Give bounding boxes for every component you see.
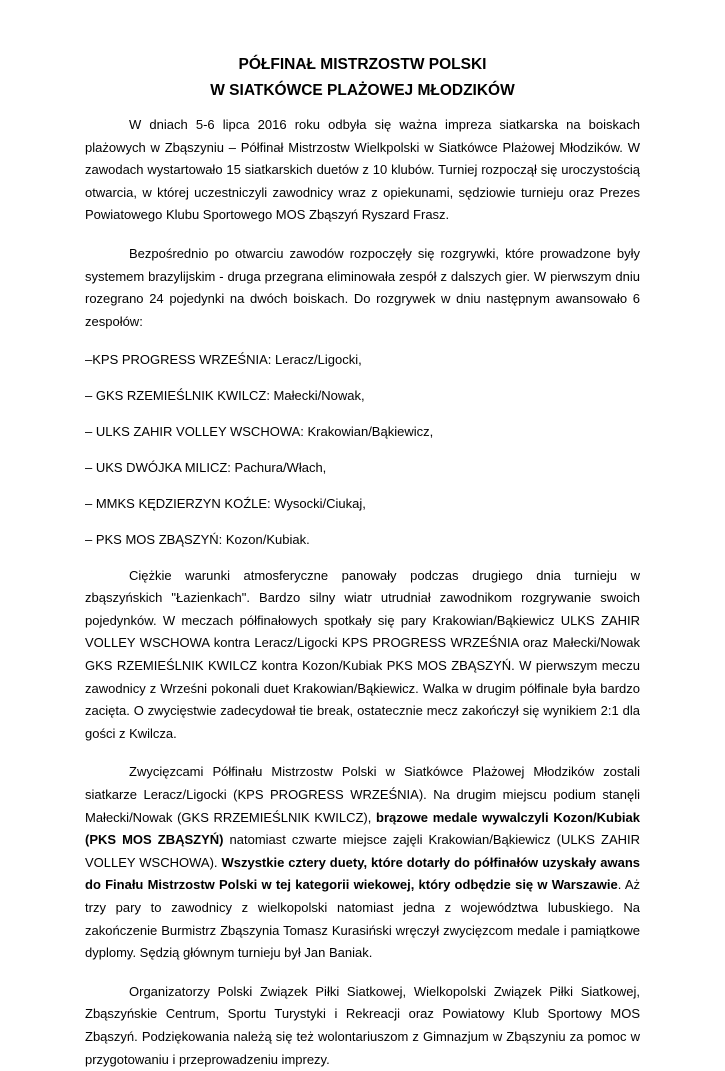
- title-line-2: W SIATKÓWCE PLAŻOWEJ MŁODZIKÓW: [210, 82, 515, 99]
- document-title: [85, 52, 640, 104]
- list-item: – MMKS KĘDZIERZYN KOŹLE: Wysocki/Ciukaj,: [85, 495, 366, 511]
- list-item: – PKS MOS ZBĄSZYŃ: Kozon/Kubiak.: [85, 531, 310, 547]
- title-line-1: PÓŁFINAŁ MISTRZOSTW POLSKI: [238, 56, 487, 73]
- results-text-1: Zwycięzcami Półfinału Mistrzostw Polski w Siatkówce Plażowej Młodzików zostali siatkarze Leracz/Ligocki (KPS PROGRESS WRZEŚNIA). Na drugim miejscu podium stanęli Małecki/Nowak (GKS RRZEMIEŚLNIK KWILCZ),: [85, 764, 640, 825]
- list-item: –KPS PROGRESS WRZEŚNIA: Leracz/Ligocki,: [85, 352, 362, 368]
- team-list: [85, 349, 640, 551]
- results-bronze-bold: brązowe medale wywalczyli Kozon/Kubiak (PKS MOS ZBĄSZYŃ): [85, 809, 640, 848]
- paragraph-intro: W dniach 5-6 lipca 2016 roku odbyła się ważna impreza siatkarska na boiskach plażowych w Zbąszyniu – Półfinał Mistrzostw Wielkpolski w Siatkówce Plażowej Młodzików. W zawodach wystartowało 15 siatkarskich duetów z 10 klubów. Turniej rozpoczął się uroczystością otwarcia, w której uczestniczyli zawodnicy wraz z opiekunami, sędziowie turnieju oraz Prezes Powiatowego Klubu Sportowego MOS Zbąszyń Ryszard Frasz.: [85, 117, 640, 223]
- list-item: – ULKS ZAHIR VOLLEY WSCHOWA: Krakowian/Bąkiewicz,: [85, 424, 434, 440]
- results-final-bold: Wszystkie cztery duety, które dotarły do półfinałów uzyskały awans do Finału Mistrzostw Polski w tej kategorii wiekowej, który odbędzie się w Warszawie: [85, 854, 640, 893]
- paragraph-results: [85, 761, 640, 964]
- results-text-2: natomiast czwarte miejsce zajęli Krakowian/Bąkiewicz (ULKS ZAHIR VOLLEY WSCHOWA).: [85, 832, 641, 870]
- list-item: – UKS DWÓJKA MILICZ: Pachura/Włach,: [85, 460, 327, 476]
- paragraph-format: Bezpośrednio po otwarciu zawodów rozpoczęły się rozgrywki, które prowadzone były systemem brazylijskim - druga przegrana eliminowała zespół z dalszych gier. W pierwszym dniu rozegrano 24 pojedynki na dwóch boiskach. Do rozgrywek w dniu następnym awansowało 6 zespołów:: [85, 245, 640, 329]
- paragraph-organizers: Organizatorzy Polski Związek Piłki Siatkowej, Wielkopolski Związek Piłki Siatkowej, Zbąszyńskie Centrum, Sportu Turystyki i Rekreacji oraz Powiatowy Klub Sportowy MOS Zbąszyń. Podziękowania należą się też wolontariuszom z Gimnazjum w Zbąszyniu za pomoc w przygotowaniu i przeprowadzeniu imprezy.: [85, 983, 640, 1067]
- paragraph-second-day: Ciężkie warunki atmosferyczne panowały podczas drugiego dnia turnieju w zbąszyńskich "Łazienkach". Bardzo silny wiatr utrudniał zawodnikom rozgrywanie swoich pojedynków. W meczach półfinałowych spotkały się pary Krakowian/Bąkiewicz ULKS ZAHIR VOLLEY WSCHOWA kontra Leracz/Ligocki KPS PROGRESS WRZEŚNIA oraz Małecki/Nowak GKS RZEMIEŚLNIK KWILCZ kontra Kozon/Kubiak PKS MOS ZBĄSZYŃ. W pierwszym meczu zawodnicy z Wrześni pokonali duet Krakowian/Bąkiewicz. Walka w drugim półfinale była bardzo zacięta. O zwycięstwie zadecydował tie break, ostatecznie mecz zakończył się wynikiem 2:1 dla gości z Kwilcza.: [85, 567, 640, 741]
- list-item: – GKS RZEMIEŚLNIK KWILCZ: Małecki/Nowak,: [85, 388, 365, 404]
- results-text-3: . Aż trzy pary to zawodnicy z wielkopolski natomiast jedna z województwa lubuskiego. Na zakończenie Burmistrz Zbąszynia Tomasz Kurasiński wręczył zwycięzcom medale i pamiątkowe dyplomy. Sędzią głównym turnieju był Jan Baniak.: [85, 877, 641, 961]
